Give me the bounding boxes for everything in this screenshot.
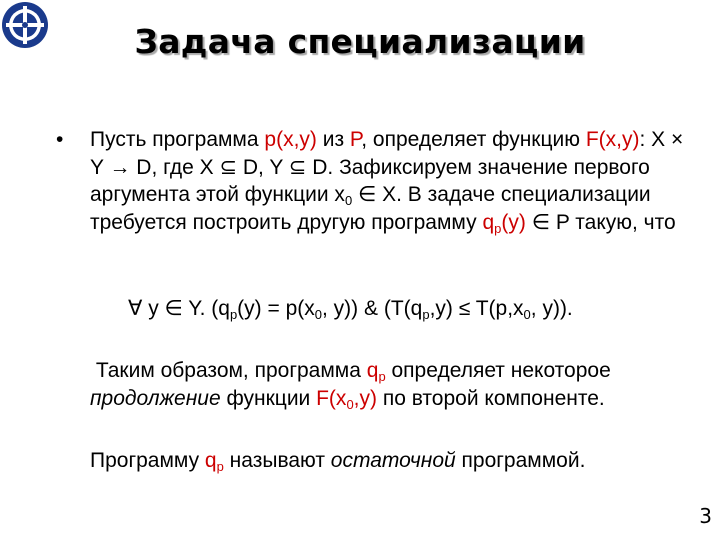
text-segment: определяет некоторое <box>385 359 611 382</box>
function-fxy: F(x,y) <box>585 128 640 151</box>
program-pxy: p(x,y) <box>264 128 317 151</box>
text-segment: , определяет функцию <box>361 128 586 151</box>
formula-part: ∀ y ∈ Y. (q <box>128 297 230 320</box>
function-fx0y <box>316 387 377 410</box>
text-segment: Таким образом, программа <box>95 359 367 382</box>
continuation-paragraph <box>90 357 690 413</box>
slide-title: Задача специализации <box>134 22 586 61</box>
text-segment: : X × Y → D, где X ⊆ D, Y ⊆ D. Зафиксируем значение первого аргумента этой функции x <box>90 128 684 206</box>
formula-part: ,y) ≤ T(p,x <box>429 297 524 320</box>
text-segment: функции <box>220 387 317 410</box>
text-segment: Пусть программа <box>90 128 265 151</box>
program-qp <box>205 449 224 472</box>
bullet-icon: • <box>56 128 64 151</box>
formula-part: , y)) & (T(q <box>322 297 423 320</box>
subscript: 0 <box>344 193 353 208</box>
residual-paragraph <box>90 447 690 475</box>
function-part: F(x <box>316 387 347 410</box>
subscript: p <box>378 369 386 384</box>
specialization-formula <box>128 295 708 323</box>
definition-paragraph <box>58 126 688 236</box>
subscript: p <box>229 307 238 322</box>
subscript: p <box>494 220 502 236</box>
text-segment: ∈ P такую, что <box>525 210 676 234</box>
formula-part: (y) = p(x <box>237 297 315 320</box>
text-segment: Программу <box>90 449 205 472</box>
text-segment: из <box>316 128 350 151</box>
qp-letter: q <box>204 449 217 472</box>
page-number: 3 <box>699 504 712 528</box>
subscript: 0 <box>346 397 354 412</box>
function-part: ,y) <box>353 387 377 410</box>
qp-letter: q <box>366 359 379 382</box>
program-qp <box>482 211 525 234</box>
text-segment: называют <box>223 449 331 472</box>
program-set-p: P <box>349 128 362 151</box>
subscript: p <box>422 307 430 322</box>
definition-text <box>58 126 688 236</box>
text-segment: по второй компоненте. <box>377 387 605 410</box>
formula-part: , y)). <box>530 297 573 320</box>
text-segment: программой. <box>455 449 586 472</box>
qp-letter: q <box>482 210 495 234</box>
subscript: 0 <box>314 307 322 322</box>
qp-arg: (y) <box>501 210 526 234</box>
program-qp <box>367 359 386 382</box>
term-residual: остаточной <box>330 449 456 472</box>
term-continuation: продолжение <box>90 387 221 410</box>
subscript: p <box>216 459 224 474</box>
subscript: 0 <box>523 307 531 322</box>
text-segment: ∈ X. В задаче специализации требуется построить другую программу <box>90 183 651 234</box>
